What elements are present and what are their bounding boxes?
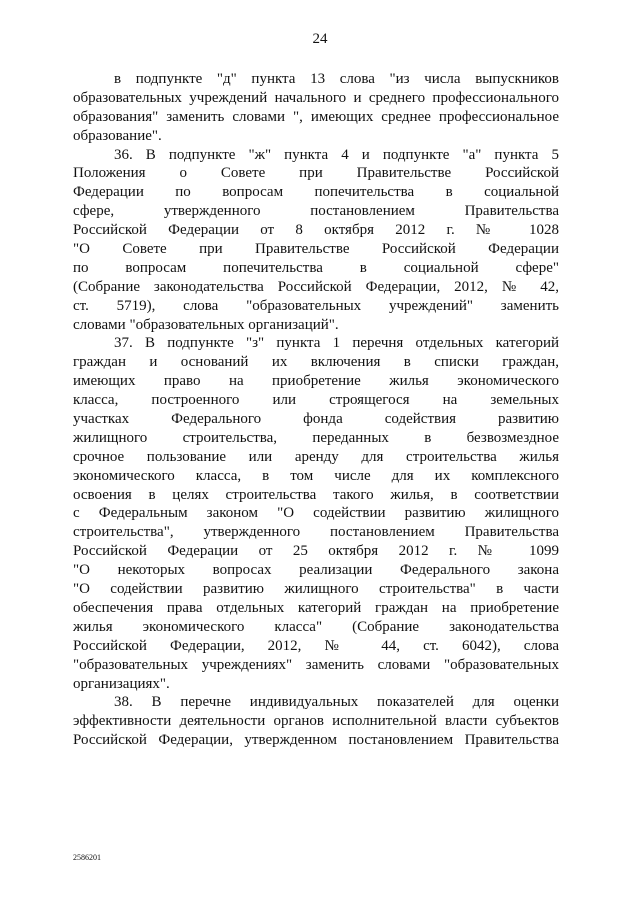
- text-line: по вопросам попечительства в социальной сфере": [73, 259, 559, 276]
- text-line: Федерации по вопросам попечительства в социальной: [73, 184, 559, 201]
- text-line: в подпункте "д" пункта 13 слова "из числа выпускников: [114, 71, 559, 87]
- text-line: "О содействии развитию жилищного строительства" в части: [73, 581, 559, 598]
- text-line: образовательных учреждений начального и среднего профессионального: [73, 89, 559, 106]
- text-line: организациях".: [73, 675, 170, 692]
- text-line: освоения в целях строительства такого жилья, в соответствии: [73, 486, 559, 503]
- text-line: эффективности деятельности органов исполнительной власти субъектов: [73, 713, 559, 730]
- text-line: обеспечения права отдельных категорий граждан на приобретение: [73, 599, 559, 616]
- text-line: граждан и оснований их включения в списки граждан,: [73, 354, 559, 371]
- text-line: срочное пользование или аренду для строительства жилья: [73, 448, 559, 465]
- page-number: 24: [312, 31, 328, 47]
- text-line: сфере, утвержденного постановлением Правительства: [73, 203, 559, 220]
- text-line: с Федеральным законом "О содействии развитию жилищного: [73, 505, 559, 522]
- document-body: [73, 70, 559, 750]
- text-line: Российской Федерации, 2012, № 44, ст. 6042), слова: [73, 637, 559, 654]
- text-line: класса, построенного или строящегося на земельных: [73, 392, 559, 409]
- text-line: образование".: [73, 127, 162, 144]
- text-line: 37. В подпункте "з" пункта 1 перечня отдельных категорий: [114, 335, 559, 352]
- text-line: Российской Федерации, утвержденном постановлением Правительства: [73, 732, 559, 749]
- text-line: "О некоторых вопросах реализации Федерального закона: [73, 562, 559, 579]
- text-line: словами "образовательных организаций".: [73, 316, 339, 333]
- text-line: жилья экономического класса" (Собрание законодательства: [73, 618, 559, 635]
- text-line: Российской Федерации от 25 октября 2012 г. № 1099: [73, 543, 559, 560]
- document-id: 2586201: [73, 853, 101, 862]
- text-line: строительства", утвержденного постановлением Правительства: [73, 524, 559, 541]
- text-line: ст. 5719), слова "образовательных учреждений" заменить: [73, 297, 559, 314]
- text-line: 36. В подпункте "ж" пункта 4 и подпункте "а" пункта 5: [114, 146, 559, 163]
- text-line: 38. В перечне индивидуальных показателей для оценки: [114, 694, 559, 711]
- text-line: Положения о Совете при Правительстве Российской: [73, 165, 559, 182]
- text-line: "образовательных учреждениях" заменить словами "образовательных: [73, 656, 559, 673]
- text-line: участках Федерального фонда содействия развитию: [73, 411, 559, 428]
- text-line: (Собрание законодательства Российской Федерации, 2012, № 42,: [73, 278, 559, 295]
- text-line: образования" заменить словами ", имеющих среднее профессиональное: [73, 108, 559, 125]
- text-line: "О Совете при Правительстве Российской Федерации: [73, 241, 559, 258]
- text-line: жилищного строительства, переданных в безвозмездное: [73, 429, 559, 446]
- text-line: Российской Федерации от 8 октября 2012 г. № 1028: [73, 222, 559, 239]
- text-line: экономического класса, в том числе для их комплексного: [73, 467, 559, 484]
- text-line: имеющих право на приобретение жилья экономического: [73, 373, 559, 390]
